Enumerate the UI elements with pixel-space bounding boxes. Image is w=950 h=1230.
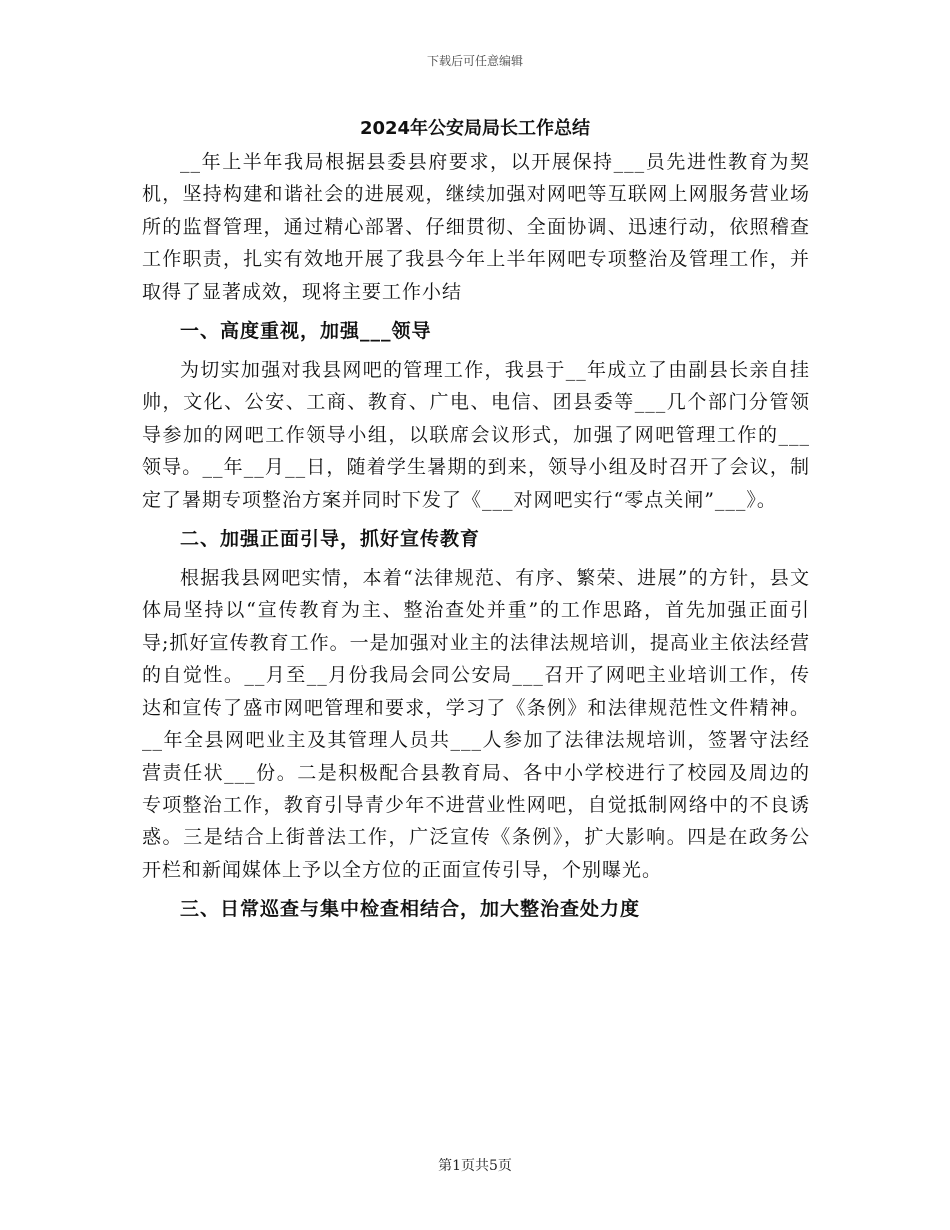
intro-paragraph: __年上半年我局根据县委县府要求，以开展保持___员先进性教育为契机，坚持构建和谐社会的进展观，继续加强对网吧等互联网上网服务营业场所的监督管理，通过精心部署、仔细贯彻、全面协调、迅速行动，依照稽查工作职责，扎实有效地开展了我县今年上半年网吧专项整治及管理工作，并取得了显著成效，现将主要工作小结 xyxy=(142,151,810,303)
document-body xyxy=(142,146,810,932)
document-title: 2024年公安局局长工作总结 xyxy=(359,118,591,139)
page-footer: 第1页共5页 xyxy=(438,1158,512,1174)
section-body-1: 为切实加强对我县网吧的管理工作，我县于__年成立了由副县长亲自挂帅，文化、公安、工商、教育、广电、电信、团县委等___几个部门分管领导参加的网吧工作领导小组，以联席会议形式，加强了网吧管理工作的___领导。__年__月__日，随着学生暑期的到来，领导小组及时召开了会议，制定了暑期专项整治方案并同时下发了《___对网吧实行“零点关闸”___》。 xyxy=(142,359,810,511)
section-body-2: 根据我县网吧实情，本着“法律规范、有序、繁荣、进展”的方针，县文体局坚持以“宣传教育为主、整治查处并重”的工作思路，首先加强正面引导;抓好宣传教育工作。一是加强对业主的法律法规培训，提高业主依法经营的自觉性。__月至__月份我局会同公安局___召开了网吧主业培训工作，传达和宣传了盛市网吧管理和要求，学习了《条例》和法律规范性文件精神。__年全县网吧业主及其管理人员共___人参加了法律法规培训，签署守法经营责任状___份。二是积极配合县教育局、各中小学校进行了校园及周边的专项整治工作，教育引导青少年不进营业性网吧，自觉抵制网络中的不良诱惑。三是结合上街普法工作，广泛宣传《条例》，扩大影响。四是在政务公开栏和新闻媒体上予以全方位的正面宣传引导，个别曝光。 xyxy=(142,567,810,881)
section-heading-2: 二、加强正面引导，抓好宣传教育 xyxy=(180,528,481,551)
section-heading-1: 一、高度重视，加强___领导 xyxy=(180,320,432,343)
section-heading-3: 三、日常巡查与集中检查相结合，加大整治查处力度 xyxy=(180,898,641,921)
header-note: 下载后可任意编辑 xyxy=(426,54,523,68)
